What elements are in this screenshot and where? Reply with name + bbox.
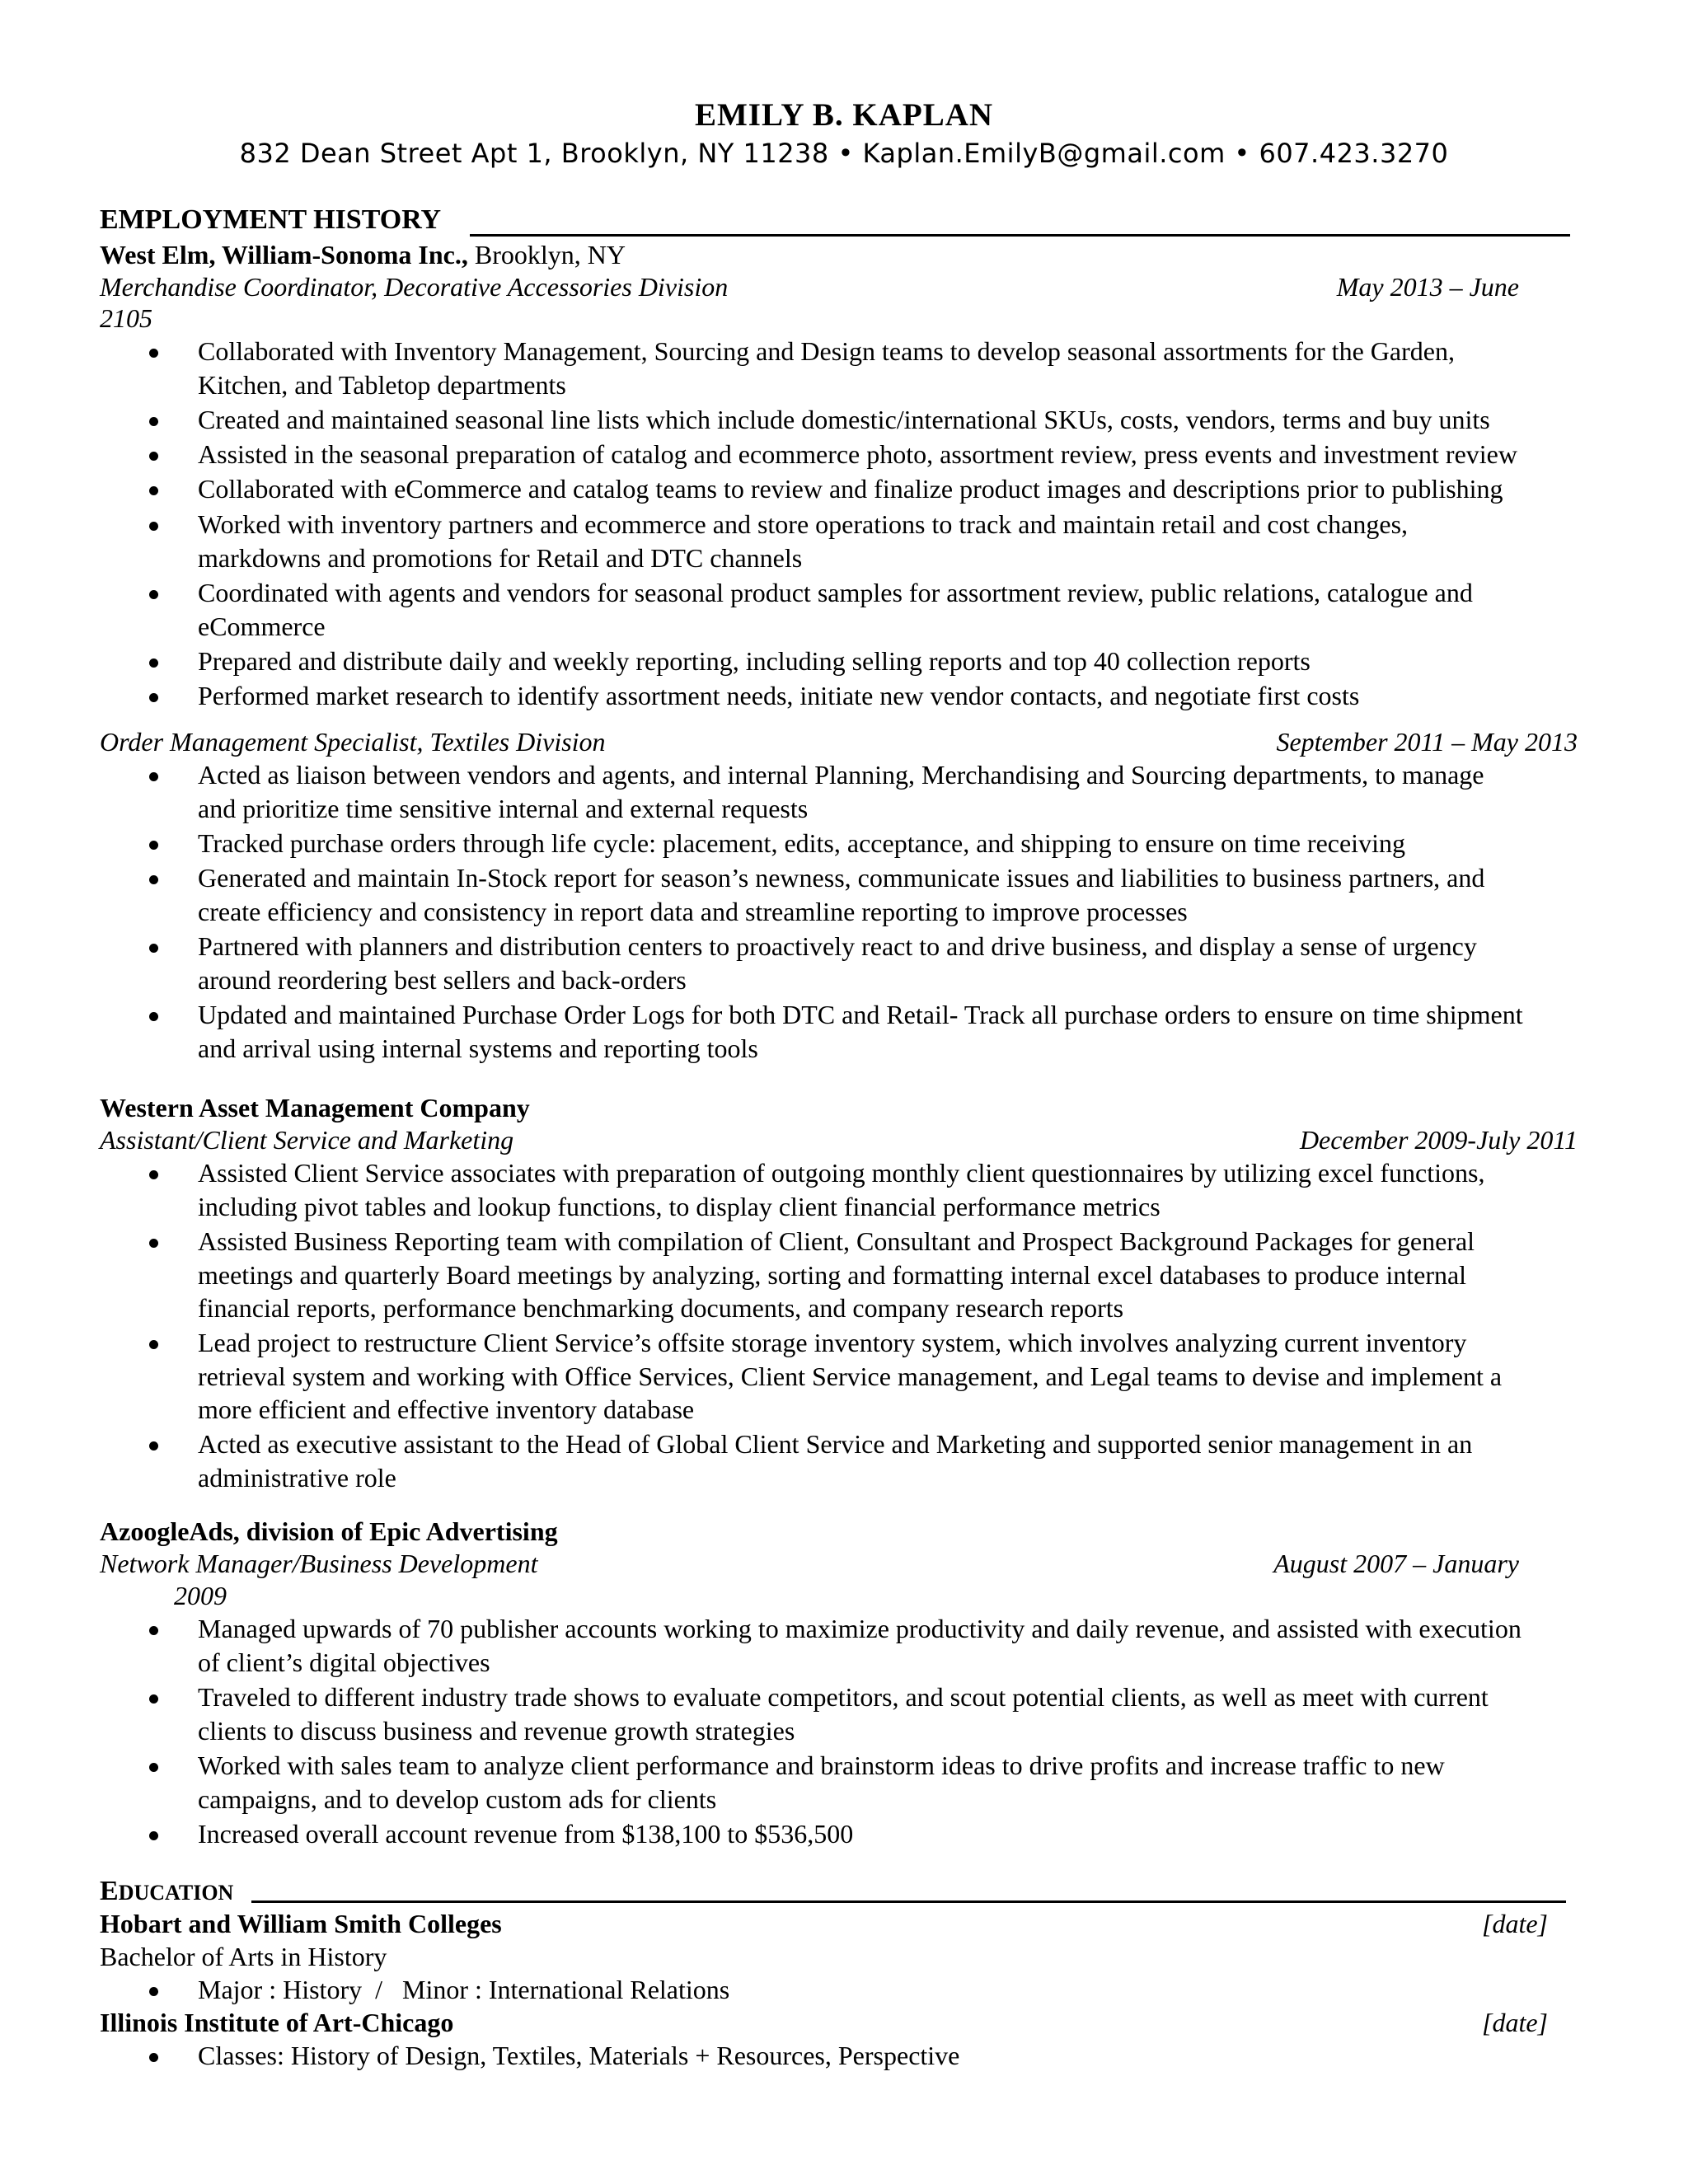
bullet-text: clients to discuss business and revenue growth strategies <box>198 1716 795 1746</box>
bullet-text: including pivot tables and lookup functions, to display client financial performance metrics <box>198 1192 1160 1221</box>
bullet-text: Prepared and distribute daily and weekly reporting, including selling reports and top 40 collection reports <box>198 646 1311 676</box>
bullet-text: retrieval system and working with Office Services, Client Service management, and Legal teams to devise and implement a <box>198 1361 1503 1391</box>
azoogle-dates-cont: 2009 <box>174 1581 227 1610</box>
bullet-text: Lead project to restructure Client Service’s offsite storage inventory system, which involves analyzing current inventory <box>198 1328 1467 1357</box>
westelm-role2-title: Order Management Specialist, Textiles Division <box>100 727 606 757</box>
bullet-dot <box>149 875 158 884</box>
bullet-text: Acted as liaison between vendors and agents, and internal Planning, Merchandising and Sourcing departments, to manage <box>198 760 1484 790</box>
bullet-dot <box>149 1831 158 1840</box>
westelm-company: West Elm, William-Sonoma Inc., <box>100 240 468 269</box>
bullet-dot <box>149 1012 158 1021</box>
bullet-text: Updated and maintained Purchase Order Logs for both DTC and Retail- Track all purchase orders to ensure on time shipment <box>198 1000 1523 1029</box>
westelm-role1-dates-cont: 2105 <box>100 303 152 333</box>
education-rule <box>251 1900 1566 1903</box>
bullet-text: Generated and maintain In-Stock report for season’s newness, communicate issues and liabilities to business partners, and <box>198 863 1485 893</box>
westelm-role1-title: Merchandise Coordinator, Decorative Accessories Division <box>100 272 729 302</box>
school1-degree: Bachelor of Arts in History <box>100 1942 387 1971</box>
azoogle-company: AzoogleAds, division of Epic Advertising <box>100 1516 558 1546</box>
bullet-dot <box>149 1239 158 1248</box>
bullet-dot <box>149 1170 158 1179</box>
bullet-dot <box>149 1763 158 1772</box>
bullet-text: Increased overall account revenue from $138,100 to $536,500 <box>198 1819 854 1849</box>
bullet-dot <box>149 1694 158 1704</box>
bullet-dot <box>149 486 158 495</box>
school2-classes: Classes: History of Design, Textiles, Materials + Resources, Perspective <box>198 2041 960 2070</box>
bullet-dot <box>149 349 158 358</box>
employment-heading: EMPLOYMENT HISTORY <box>100 204 442 235</box>
education-heading <box>100 1876 233 1907</box>
westelm-company-line <box>100 240 626 270</box>
bullet-text: and prioritize time sensitive internal and external requests <box>198 794 809 823</box>
bullet-text: financial reports, performance benchmarking documents, and company research reports <box>198 1293 1124 1323</box>
bullet-dot <box>149 1340 158 1349</box>
western-dates: December 2009-July 2011 <box>1299 1125 1578 1155</box>
education-heading-initial: E <box>100 1876 119 1906</box>
azoogle-title: Network Manager/Business Development <box>100 1549 538 1578</box>
bullet-text: Kitchen, and Tabletop departments <box>198 370 566 400</box>
bullet-text: Acted as executive assistant to the Head of Global Client Service and Marketing and supported senior management in an <box>198 1429 1473 1459</box>
bullet-dot <box>149 658 158 668</box>
candidate-name: EMILY B. KAPLAN <box>694 97 994 133</box>
employment-rule <box>470 234 1570 237</box>
bullet-text: Traveled to different industry trade shows to evaluate competitors, and scout potential clients, as well as meet with current <box>198 1682 1489 1712</box>
bullet-dot <box>149 452 158 461</box>
school1-major-minor: Major : History / Minor : International Relations <box>198 1975 730 2004</box>
bullet-dot <box>149 590 158 599</box>
bullet-dot <box>149 944 158 953</box>
school1-date: [date] <box>1482 1909 1548 1938</box>
bullet-text: Managed upwards of 70 publisher accounts working to maximize productivity and daily revenue, and assisted with execution <box>198 1614 1522 1643</box>
bullet-text: around reordering best sellers and back-orders <box>198 965 687 995</box>
bullet-text: Assisted Business Reporting team with compilation of Client, Consultant and Prospect Background Packages for general <box>198 1226 1475 1256</box>
bullet-dot <box>149 772 158 781</box>
bullet-text: Tracked purchase orders through life cycle: placement, edits, acceptance, and shipping to ensure on time receiving <box>198 828 1405 858</box>
bullet-dot <box>149 522 158 531</box>
bullet-text: Performed market research to identify assortment needs, initiate new vendor contacts, and negotiate first costs <box>198 681 1360 710</box>
bullet-text: Assisted Client Service associates with preparation of outgoing monthly client questionnaires by utilizing excel functions, <box>198 1158 1485 1188</box>
school2-date: [date] <box>1482 2008 1548 2037</box>
bullet-text: Partnered with planners and distribution centers to proactively react to and drive business, and display a sense of urgency <box>198 931 1477 961</box>
bullet-text: of client’s digital objectives <box>198 1647 490 1677</box>
bullet-text: Coordinated with agents and vendors for seasonal product samples for assortment review, public relations, catalogue and <box>198 578 1473 607</box>
westelm-role1-dates: May 2013 – June <box>1336 272 1519 302</box>
contact-line: 832 Dean Street Apt 1, Brooklyn, NY 11238 • Kaplan.EmilyB@gmail.com • 607.423.3270 <box>239 138 1449 169</box>
bullet-text: campaigns, and to develop custom ads for clients <box>198 1784 717 1814</box>
azoogle-dates: August 2007 – January <box>1273 1549 1519 1578</box>
school2-name: Illinois Institute of Art-Chicago <box>100 2008 454 2037</box>
bullet-text: and arrival using internal systems and reporting tools <box>198 1033 758 1063</box>
bullet-text: more efficient and effective inventory database <box>198 1394 695 1424</box>
westelm-role2-dates: September 2011 – May 2013 <box>1276 727 1578 757</box>
bullet-text: eCommerce <box>198 612 326 641</box>
education-heading-rest: DUCATION <box>118 1881 234 1905</box>
bullet-dot <box>149 417 158 426</box>
bullet-dot <box>149 1441 158 1451</box>
western-company: Western Asset Management Company <box>100 1093 530 1122</box>
bullet-text: create efficiency and consistency in report data and streamline reporting to improve processes <box>198 897 1188 926</box>
bullet-text: Collaborated with Inventory Management, Sourcing and Design teams to develop seasonal assortments for the Garden, <box>198 336 1455 366</box>
bullet-dot <box>149 841 158 850</box>
bullet-dot <box>149 1987 158 1996</box>
bullet-text: markdowns and promotions for Retail and DTC channels <box>198 543 803 573</box>
bullet-text: Worked with inventory partners and ecommerce and store operations to track and maintain retail and cost changes, <box>198 509 1409 539</box>
bullet-text: Created and maintained seasonal line lists which include domestic/international SKUs, costs, vendors, terms and buy units <box>198 405 1490 434</box>
bullet-text: Collaborated with eCommerce and catalog teams to review and finalize product images and descriptions prior to publishing <box>198 474 1503 504</box>
bullet-dot <box>149 2053 158 2062</box>
western-title: Assistant/Client Service and Marketing <box>100 1125 514 1155</box>
bullet-text: administrative role <box>198 1463 396 1493</box>
bullet-dot <box>149 1626 158 1635</box>
bullet-text: Assisted in the seasonal preparation of catalog and ecommerce photo, assortment review, press events and investment review <box>198 439 1517 469</box>
bullet-text: Worked with sales team to analyze client performance and brainstorm ideas to drive profits and increase traffic to new <box>198 1750 1445 1780</box>
school1-name: Hobart and William Smith Colleges <box>100 1909 502 1938</box>
bullet-dot <box>149 693 158 702</box>
bullet-text: meetings and quarterly Board meetings by analyzing, sorting and formatting internal excel databases to produce internal <box>198 1260 1467 1290</box>
westelm-location: Brooklyn, NY <box>467 240 626 269</box>
